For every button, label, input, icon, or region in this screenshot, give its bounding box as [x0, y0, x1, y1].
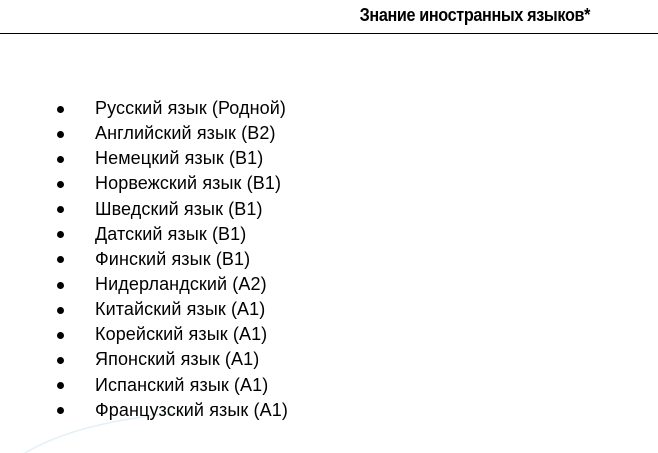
language-label: Корейский язык (A1)	[95, 324, 268, 345]
bullet-icon	[57, 382, 64, 389]
language-label: Французский язык (A1)	[95, 399, 288, 420]
language-label: Датский язык (B1)	[95, 223, 247, 244]
bullet-icon	[57, 307, 64, 314]
language-label: Финский язык (B1)	[95, 248, 251, 269]
language-label: Японский язык (A1)	[95, 349, 260, 370]
bullet-icon	[57, 231, 64, 238]
language-label: Русский язык (Родной)	[95, 98, 287, 118]
language-label: Китайский язык (A1)	[95, 299, 266, 320]
language-label: Шведский язык (B1)	[95, 198, 263, 219]
language-label: Немецкий язык (B1)	[95, 148, 264, 169]
bullet-icon	[57, 131, 64, 138]
bullet-icon	[57, 181, 64, 188]
language-label: Нидерландский (A2)	[95, 273, 267, 294]
section-title: Знание иностранных языков*	[359, 5, 590, 25]
language-label: Испанский язык (A1)	[95, 374, 269, 395]
bullet-icon	[57, 256, 64, 263]
bullet-icon	[57, 357, 64, 364]
bullet-icon	[57, 282, 64, 289]
bullet-icon	[57, 106, 64, 113]
section-header	[0, 0, 658, 34]
bullet-icon	[57, 156, 64, 163]
bullet-icon	[57, 407, 64, 414]
bullet-icon	[57, 206, 64, 213]
bullet-icon	[57, 332, 64, 339]
language-label: Норвежский язык (B1)	[95, 173, 282, 194]
language-label: Английский язык (B2)	[95, 123, 276, 144]
